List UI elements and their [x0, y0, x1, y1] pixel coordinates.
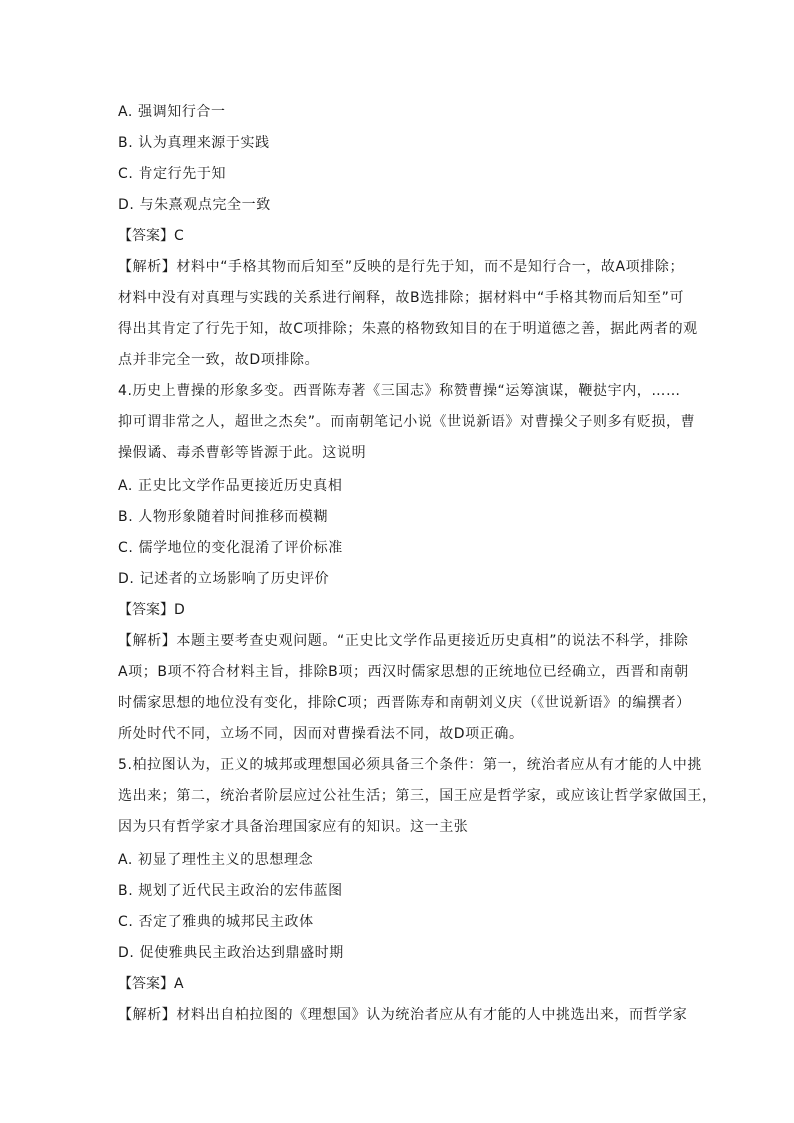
q4-stem-line-2: 抑可谓非常之人，超世之杰矣”。而南朝笔记小说《世说新语》对曹操父子则多有贬损，曹: [118, 414, 696, 430]
q3-analysis-line-2: 材料中没有对真理与实践的关系进行阐释，故B选排除；据材料中“手格其物而后知至”可: [118, 290, 685, 306]
q4-option-a: A. 正史比文学作品更接近历史真相: [118, 478, 343, 494]
q5-answer: 【答案】A: [118, 976, 184, 992]
q4-analysis-line-2: A项；B项不符合材料主旨，排除B项；西汉时儒家思想的正统地位已经确立，西晋和南朝: [118, 664, 689, 680]
q3-option-b: B. 认为真理来源于实践: [118, 135, 270, 151]
q4-stem-line-3: 操假谲、毒杀曹彰等皆源于此。这说明: [118, 445, 367, 461]
q5-stem-line-3: 因为只有哲学家才具备治理国家应有的知识。这一主张: [118, 819, 469, 835]
q3-analysis-line-1: 【解析】材料中“手格其物而后知至”反映的是行先于知，而不是知行合一，故A项排除；: [118, 259, 685, 275]
q3-option-c: C. 肯定行先于知: [118, 166, 227, 182]
q4-analysis-line-3: 时儒家思想的地位没有变化，排除C项；西晋陈寿和南朝刘义庆（《世说新语》的编撰者）: [118, 695, 691, 711]
q5-analysis-line-1: 【解析】材料出自柏拉图的《理想国》认为统治者应从有才能的人中挑选出来，而哲学家: [118, 1007, 688, 1023]
q5-option-d: D. 促使雅典民主政治达到鼎盛时期: [118, 945, 344, 961]
q3-analysis-line-4: 点并非完全一致，故D项排除。: [118, 352, 320, 368]
q3-answer: 【答案】C: [118, 228, 184, 244]
q4-answer: 【答案】D: [118, 602, 185, 618]
q3-option-a: A. 强调知行合一: [118, 104, 226, 120]
q3-analysis-line-3: 得出其肯定了行先于知，故C项排除；朱熹的格物致知目的在于明道德之善，据此两者的观: [118, 321, 698, 337]
q5-option-b: B. 规划了近代民主政治的宏伟蓝图: [118, 883, 343, 899]
q4-option-c: C. 儒学地位的变化混淆了评价标准: [118, 540, 343, 556]
q5-stem-line-2: 选出来；第二，统治者阶层应过公社生活；第三，国王应是哲学家，或应该让哲学家做国王，: [118, 788, 717, 804]
q5-option-a: A. 初显了理性主义的思想理念: [118, 852, 314, 868]
q3-option-d: D. 与朱熹观点完全一致: [118, 197, 271, 213]
q4-stem-line-1: 4.历史上曹操的形象多变。西晋陈寿著《三国志》称赞曹操“运筹演谋，鞭挞宇内，……: [118, 383, 681, 399]
q4-option-b: B. 人物形象随着时间推移而模糊: [118, 509, 329, 525]
q4-analysis-line-1: 【解析】本题主要考查史观问题。“正史比文学作品更接近历史真相”的说法不科学，排除: [118, 633, 689, 649]
q5-stem-line-1: 5.柏拉图认为，正义的城邦或理想国必须具备三个条件：第一，统治者应从有才能的人中挑: [118, 757, 702, 773]
q4-option-d: D. 记述者的立场影响了历史评价: [118, 571, 330, 587]
q5-option-c: C. 否定了雅典的城邦民主政体: [118, 914, 314, 930]
q4-analysis-line-4: 所处时代不同，立场不同，因而对曹操看法不同，故D项正确。: [118, 726, 524, 742]
